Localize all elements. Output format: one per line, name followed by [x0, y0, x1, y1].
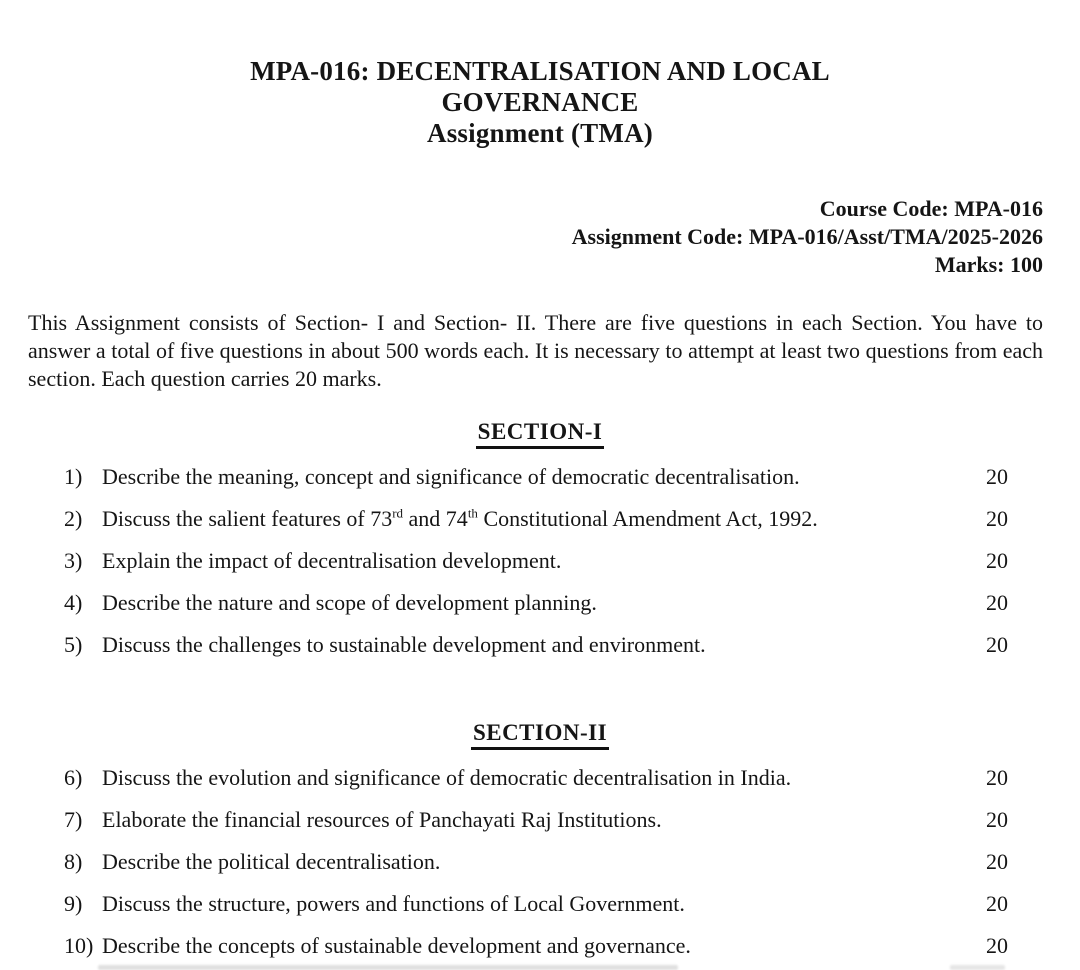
- ordinal-superscript: rd: [392, 505, 404, 521]
- question-marks: 20: [986, 548, 1008, 573]
- question-row-9: [64, 892, 1008, 916]
- title-line-3: Assignment (TMA): [427, 118, 653, 148]
- question-row-2: [64, 507, 1008, 531]
- question-text: Elaborate the financial resources of Panchayati Raj Institutions.: [102, 807, 662, 832]
- course-code: Course Code: MPA-016: [819, 196, 1043, 221]
- question-marks: 20: [986, 765, 1008, 790]
- section-1-heading: [0, 419, 1080, 449]
- question-marks: 20: [986, 632, 1008, 657]
- total-marks: Marks: 100: [934, 252, 1043, 277]
- section-2-heading-text: SECTION-II: [471, 720, 609, 750]
- question-row-3: [64, 549, 1008, 573]
- question-row-1: [64, 465, 1008, 489]
- question-marks: 20: [986, 933, 1008, 958]
- question-row-10: [64, 934, 1008, 958]
- question-marks: 20: [986, 464, 1008, 489]
- question-marks: 20: [986, 891, 1008, 916]
- scan-smudge: [98, 965, 678, 970]
- question-number: 2): [64, 506, 83, 531]
- question-number: 4): [64, 590, 83, 615]
- ordinal-superscript: th: [467, 505, 478, 521]
- title-line-2: GOVERNANCE: [441, 87, 639, 117]
- section-2-heading: [0, 720, 1080, 750]
- question-number: 8): [64, 849, 83, 874]
- assignment-code: Assignment Code: MPA-016/Asst/TMA/2025-2026: [571, 224, 1043, 249]
- question-text: [102, 507, 966, 531]
- question-row-7: [64, 808, 1008, 832]
- section-2-questions: [0, 766, 1080, 958]
- question-text: Describe the meaning, concept and significance of democratic decentralisation.: [102, 464, 800, 489]
- assignment-meta: [0, 195, 1080, 279]
- title-line-1: MPA-016: DECENTRALISATION AND LOCAL: [250, 56, 830, 86]
- question-marks: 20: [986, 590, 1008, 615]
- question-marks: 20: [986, 506, 1008, 531]
- question-number: 9): [64, 891, 83, 916]
- question-row-5: [64, 633, 1008, 657]
- instructions-paragraph: This Assignment consists of Section- I and Section- II. There are five questions in each Section. You have to answer a total of five questions in about 500 words each. It is necessary to attempt at least two questions from each section. Each question carries 20 marks.: [28, 310, 1043, 391]
- question-text: Discuss the evolution and significance of democratic decentralisation in India.: [102, 765, 792, 790]
- question-text: Describe the political decentralisation.: [102, 849, 441, 874]
- question-number: 10): [64, 933, 94, 958]
- question-marks: 20: [986, 849, 1008, 874]
- question-text: Describe the concepts of sustainable development and governance.: [102, 933, 691, 958]
- document-title: [0, 0, 1080, 149]
- question-row-8: [64, 850, 1008, 874]
- question-number: 1): [64, 464, 83, 489]
- question-number: 3): [64, 548, 83, 573]
- question-row-6: [64, 766, 1008, 790]
- section-1-heading-text: SECTION-I: [476, 419, 605, 449]
- question-text-part: and 74: [403, 506, 468, 531]
- question-row-4: [64, 591, 1008, 615]
- question-text-part: Constitutional Amendment Act, 1992.: [477, 506, 818, 531]
- question-text: Discuss the structure, powers and functions of Local Government.: [102, 891, 685, 916]
- question-text: Describe the nature and scope of development planning.: [102, 590, 597, 615]
- scan-smudge-small: [950, 965, 1005, 970]
- section-1-questions: [0, 465, 1080, 657]
- question-number: 7): [64, 807, 83, 832]
- question-marks: 20: [986, 807, 1008, 832]
- question-number: 5): [64, 632, 83, 657]
- question-number: 6): [64, 765, 83, 790]
- question-text: Discuss the challenges to sustainable development and environment.: [102, 632, 706, 657]
- question-text-part: Discuss the salient features of 73: [102, 506, 393, 531]
- question-text: Explain the impact of decentralisation development.: [102, 548, 562, 573]
